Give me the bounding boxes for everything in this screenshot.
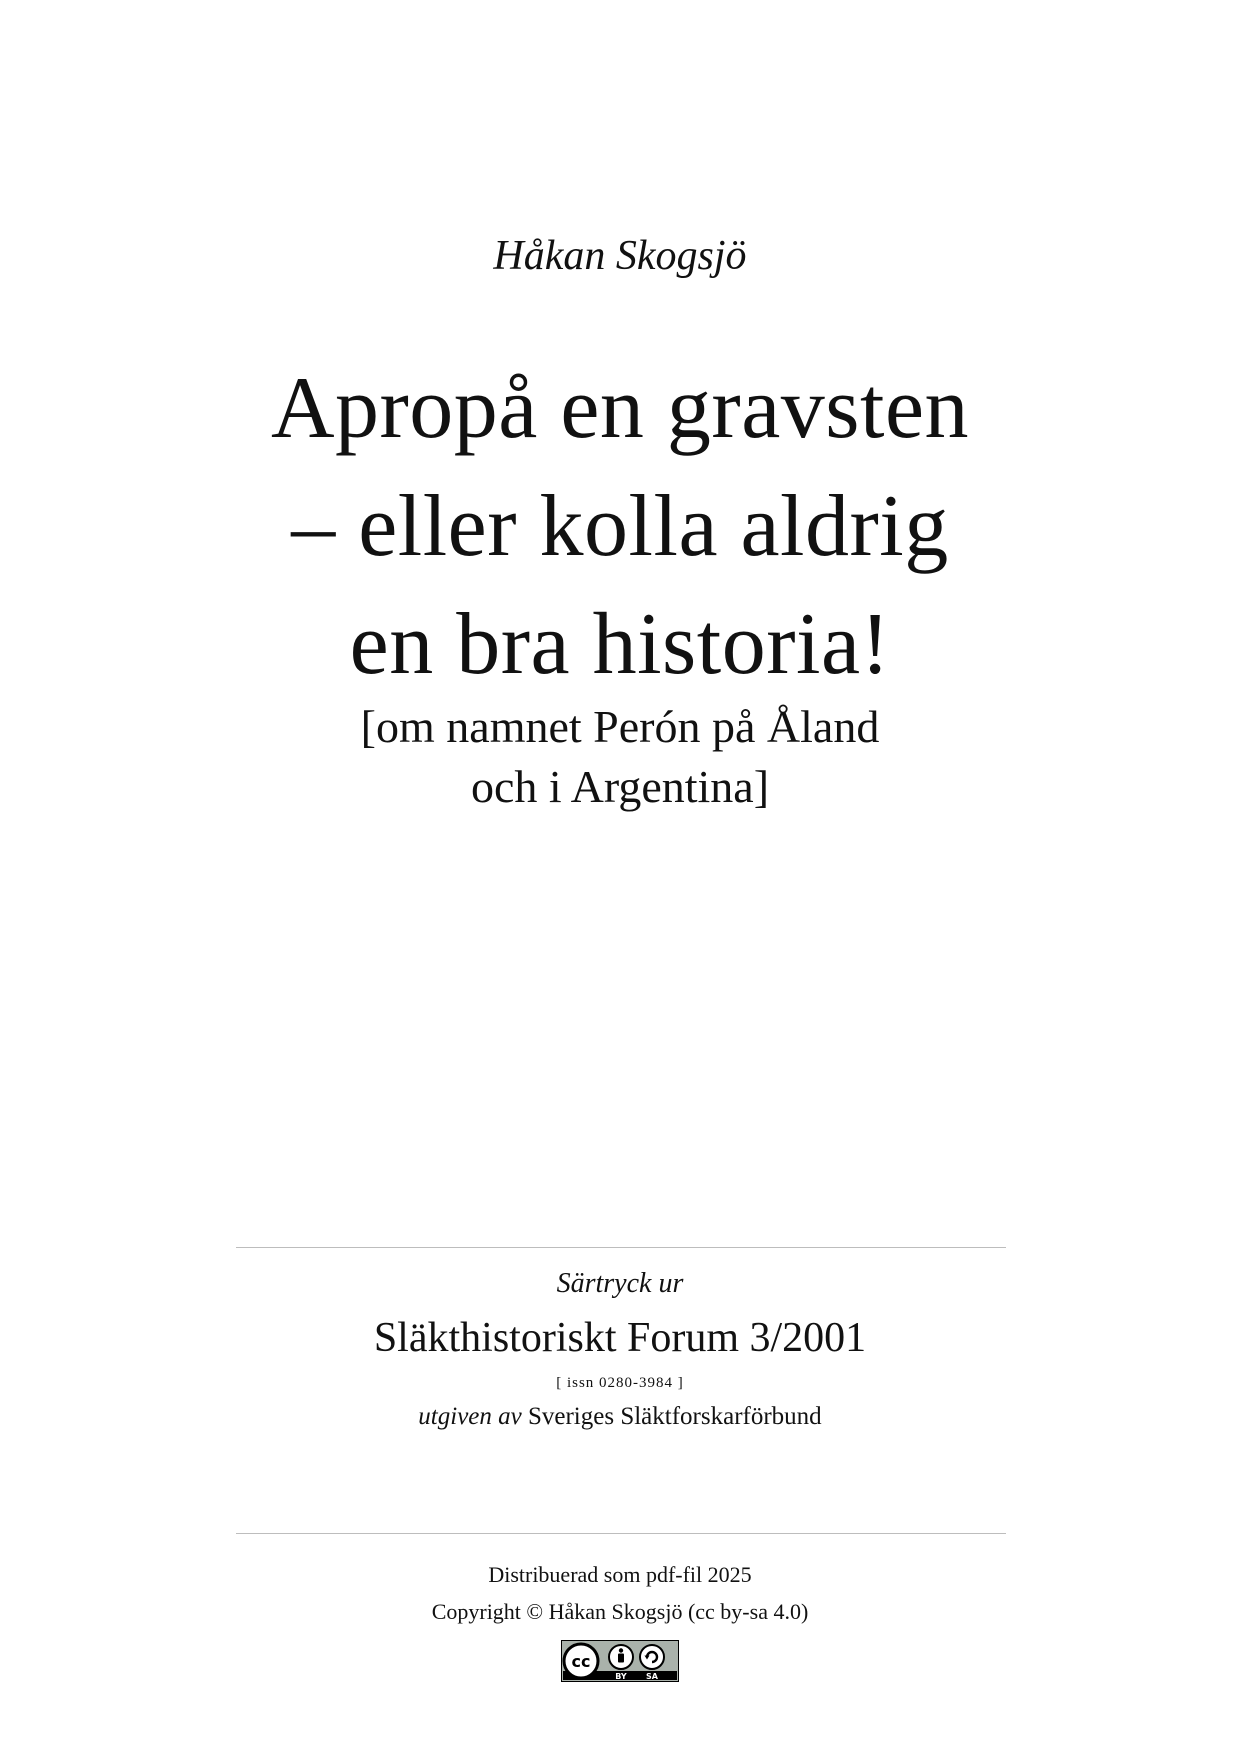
svg-text:cc: cc [571,1652,591,1671]
publisher-name: Sveriges Släktforskarförbund [527,1403,822,1430]
document-subtitle [0,697,1240,817]
copyright-notice: Copyright © Håkan Skogsjö (cc by-sa 4.0) [431,1599,809,1624]
publisher-line [0,1401,1240,1433]
subtitle-line-1: [om namnet Perón på Åland [360,701,880,752]
divider-top [236,1247,1006,1248]
distribution-note: Distribuerad som pdf-fil 2025 [488,1562,752,1587]
issn-number: [ issn 0280-3984 ] [556,1375,684,1391]
title-line-3: en bra historia! [349,596,891,693]
publisher-prefix: utgiven av [418,1403,522,1430]
author-name: Håkan Skogsjö [493,233,747,279]
cc-by-sa-icon [561,1640,679,1682]
title-line-2: – eller kolla aldrig [291,478,949,575]
badge-label-sa: SA [646,1672,658,1681]
subtitle-line-2: och i Argentina] [470,761,770,812]
document-title [0,350,1240,704]
journal-name: Släkthistoriskt Forum 3/2001 [373,1315,867,1361]
reprint-label: Särtryck ur [556,1268,684,1299]
title-line-1: Apropå en gravsten [270,360,970,457]
divider-bottom [236,1533,1006,1534]
badge-label-by: BY [615,1672,627,1681]
